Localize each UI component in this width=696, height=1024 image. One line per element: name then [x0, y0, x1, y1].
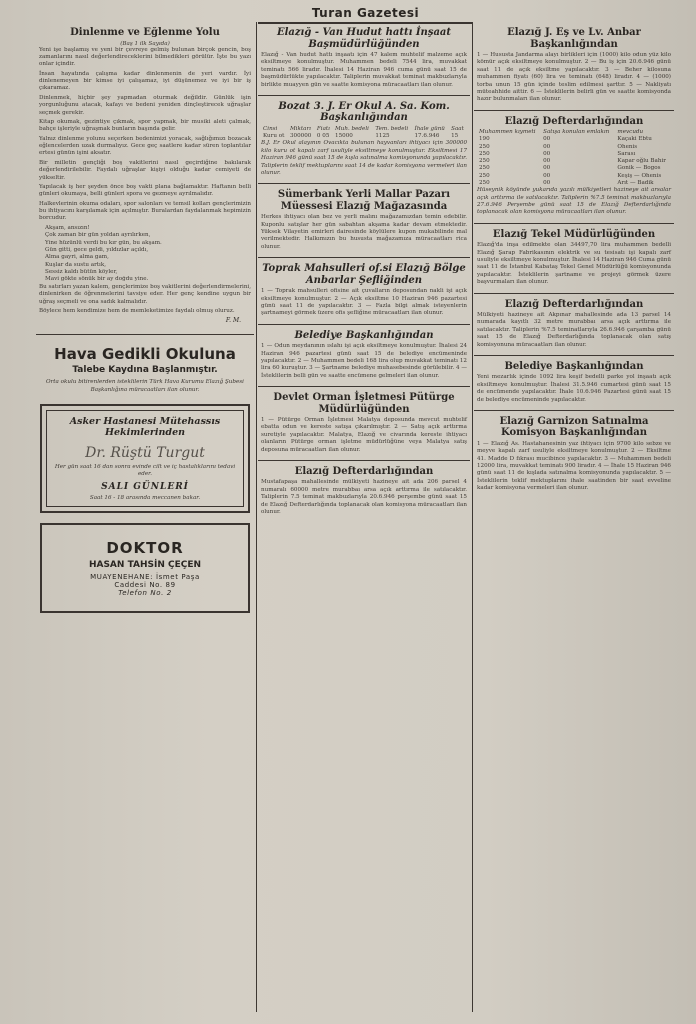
- notice-title: Elazığ - Van Hudut hattı İnşaat Başmüdürlüğünden: [276, 27, 452, 50]
- notice-bozat: [258, 96, 470, 184]
- poem-line: Gün gitti, gece geldi, yıldızlar açıldı,: [45, 246, 149, 253]
- table-row: 250 00 Keşiş — Ohenis: [479, 172, 662, 179]
- ad-subtitle: Talebe Kaydına Başlanmıştır.: [72, 365, 218, 376]
- ad-address: Caddesi No. 89: [114, 580, 176, 589]
- notice-text: 1 — Odun meydanının ıslahı işi açık eksiltmeye konulmuştur. İhalesi 24 Haziran 946 pazartesi günü saat 15 de belediye encümeninde yapılacaktır. 2 — Muhammen bedeli 168 lira olup muvakkat teminatı 12 lira 60 kuruştur. 3 — Şartname belediye muhasebesinde görülebilir. 4 — İsteklilerin belli gün ve saatte encümene gelmeleri ilan olunur.: [261, 343, 467, 379]
- poem-line: Mavi gökte sönük bir ay doğdu yine.: [45, 276, 149, 283]
- notice-text: Hüseynik köyünde yukarıda yazılı mülkiyetleri hazineye ait arsalar açık arttırma ile satılacaktır. Taliplerin %7.5 teminat makbuzlarıyla 27.6.946 Perşembe günü saat 15 de Elazığ Defterdarlığında toplanacak olan komisyona müracaatları ilan olunur.: [477, 187, 671, 216]
- notice-title: Devlet Orman İşletmesi Pütürge Müdürlüğünden: [273, 392, 455, 415]
- article-paragraph: Halkevlerinin okuma odaları, spor salonları ve temsil kolları gençlerimizin bu ihtiyacını karşılamak için açılmıştır. Buralardan faydalanmak hepimizin borcudur.: [39, 200, 251, 222]
- property-table: [477, 129, 671, 187]
- notice-text: 1 — Toprak mahsulleri ofisine ait çuvalların deposundan nakli işi açık eksiltmeye konulmuştur. 2 — Açık eksiltme 10 Haziran 946 pazartesi günü saat 11 de yapılacaktır. 3 — Fazla bilgi almak isteyenlerin şartnameyi görmek üzere ofis şefliğine müracaatları ilan olunur.: [261, 288, 467, 317]
- article-paragraph: Yeni işe başlamış ve yeni bir çevreye gelmiş bulunan birçok gencin, boş zamanlarını nasıl değerlendireceklerini bilmedikleri görülür. İşte bu yazı onlar içindir.: [39, 46, 251, 68]
- table-header: Muh. bedeli: [335, 125, 369, 132]
- table-cell: 17.6.946: [414, 133, 440, 140]
- doctor-name: Dr. Rüştü Turgut: [85, 444, 205, 461]
- masthead: Turan Gazetesi: [258, 6, 473, 24]
- notice-title: Toprak Mahsulleri of.si Elazığ Bölge Anbarlar Şefliğinden: [262, 263, 466, 286]
- table-header: Muhammen kıymeti: [479, 129, 536, 136]
- notice-belediye-2: [474, 356, 674, 411]
- notice-text: 1 — Pütürge Orman İşletmesi Malatya deposunda mevcut muhtelif ebatta odun ve kereste satışa çıkarılmıştır. 2 — Satış açık arttırma suretiyle yapılacaktır. Malatya, Elazığ ve civarında kereste ihtiyacı olanların Pütürge orman işletme müdürlüğüne veya Malatya satış deposuna müracaatları ilan olunur.: [261, 417, 467, 453]
- ad-days: SALI GÜNLERİ: [101, 481, 189, 492]
- table-row: 250 00 Ohenis: [479, 143, 638, 150]
- article-paragraph: Bu satırları yazan kalem, gençlerimize boş vakitlerini değerlendirmelerini, dinlenirken de öğrenmelerini tavsiye eder. Her genç kendine uygun bir uğraş seçmeli ve ona sadık kalmalıdır.: [39, 283, 251, 305]
- notice-van-hudut: [258, 22, 470, 96]
- notice-title: Elazığ Defterdarlığından: [504, 298, 644, 310]
- table-row: 190 00 Kaçaki Ebtu: [479, 136, 652, 143]
- column-right: [474, 22, 674, 1014]
- ad-title: Asker Hastanesi Mütehassıs Hekimlerinden: [69, 416, 221, 439]
- notice-table: [261, 126, 467, 141]
- notice-text: Mülkiyeti hazineye ait Akpınar mahallesinde ada 13 parsel 14 numarada kayıtlı 32 metre murabbaı arsa açık arttırma ile satılacaktır. Taliplerin %7.5 teminatlarıyla 26.6.946 çarşamba günü saat 15 de Elazığ Defterdarlığında toplanacak olan satış komisyonuna müracaatları ilan olunur.: [477, 312, 671, 348]
- table-header: Cinsi: [263, 125, 278, 132]
- poem-line: Çok zaman bir gün yoldan ayrılırken,: [45, 232, 151, 239]
- table-header: Saat: [451, 125, 464, 132]
- notice-text: 1 — Hususta Jandarma alayı birlikleri için (1000) kilo odun yüz kilo kömür açık eksiltmeye konulmuştur. 2 — Bu iş için 20.6.946 günü saat 11 de açık eksiltme yapılacaktır. 3 — Beher kilosuna muhammen fiyatı (60) lira ve teminatı (648) liradır. 4 — (1000) torba unun 15 gün içinde teslim edilmesi şarttır. 5 — Nakliyatı müteahhide aittir. 6 — İsteklilerin belirli gün ve saatte komisyonda hazır bulunmaları ilan olunur.: [477, 52, 671, 103]
- ad-title: DOKTOR: [106, 538, 184, 557]
- notice-title: Elazığ Garnizon Satınalma Komisyon Başkanlığından: [499, 415, 649, 439]
- doctor-name: HASAN TAHSİN ÇEÇEN: [88, 559, 202, 570]
- notice-title: Elazığ J. Eş ve Lv. Anbar Başkanlığından: [507, 27, 641, 50]
- poem-line: Sessiz kaldı bütün köyler,: [45, 269, 118, 275]
- ad-note: Saat 16 - 18 arasında meccanen bakar.: [89, 494, 201, 501]
- ad-text: Her gün saat 16 dan sonra evinde cilt ve iç hastalıklarını tedavi eder.: [54, 463, 236, 478]
- table-header: Satışa konulan emlakın: [543, 129, 610, 136]
- table-cell: 15000: [335, 133, 353, 140]
- notice-title: Elazığ Defterdarlığından: [294, 465, 434, 477]
- notice-text: Yeni mezarlık içinde 1092 lira keşif bedelli parke yol inşaatı açık eksiltmeye konulmuştur. İhalesi 31.5.946 cumartesi günü saat 15 de encümende yapılacaktır. İhale 10.6.946 Pazartesi günü saat 15 de belediye encümeninde yapılacaktır.: [477, 374, 671, 403]
- poem-line: Kuşlar da sustu artık,: [45, 261, 106, 268]
- notice-defterdarlik-2: [474, 294, 674, 356]
- section-divider: [36, 334, 254, 335]
- notice-text: Elazığ - Van hudut hattı inşaatı için 47 kalem muhtelif malzeme açık eksiltmeye konulmuştur. Muhammen bedeli 7544 lira, muvakkat teminatı 566 liradır. İhalesi 14 Haziran 946 cuma günü saat 15 de başmüdürlükte yapılacaktır. Taliplerin muvakkat teminat makbuzlarıyla birlikte muayyen gün ve saatte komisyona müracaatları ilan olunur.: [261, 52, 467, 88]
- ad-title: Hava Gedikli Okuluna: [54, 345, 236, 364]
- notice-title: Elazığ Defterdarlığından: [504, 115, 644, 127]
- notice-title: Belediye Başkanlığından: [294, 329, 434, 341]
- notice-title: Bozat 3. J. Er Okul A. Sa. Kom. Başkanlığından: [278, 100, 450, 124]
- article-paragraph: Yapılacak iş her şeyden önce boş vakti plana bağlamaktır. Haftanın belli günleri okumaya, belli günleri spora ve gezmeye ayrılmalıdır.: [39, 183, 251, 198]
- notice-defterdarlik-1: [474, 111, 674, 224]
- column-middle: [258, 22, 470, 1014]
- table-row: 250 00 Arıt — Badik: [479, 179, 654, 186]
- poem-line: Yine hüzünlü verdi bu kır gün, bu akşam.: [45, 239, 162, 246]
- notice-text: 1 — Elazığ As. Hastahanesinin yaz ihtiyacı için 9700 kilo sebze ve meyve kapalı zarf usuliyle eksiltmeye konulmuştur. 2 — Eksiltme 41. Madde D fıkrası mucibince yapılacaktır. 3 — Muhammen bedeli 12000 lira, muvakkat teminatı 900 liradır. 4 — İhale 15 Haziran 946 günü saat 11 de kışlada satınalma komisyonunda yapılacaktır. 5 — İsteklilerin teklif mektuplarını ihale saatinden bir saat evveline kadar komisyona vermeleri ilan olunur.: [477, 440, 671, 492]
- ad-hava-gedikli: [36, 345, 254, 394]
- table-header: İhale günü: [414, 125, 445, 132]
- notice-toprak: [258, 258, 470, 325]
- notice-belediye: [258, 325, 470, 387]
- column-rule: [472, 22, 473, 1012]
- article-paragraph: Kitap okumak, gezintiye çıkmak, spor yapmak, bir musiki aleti çalmak, bahçe işleriyle uğraşmak bunların başında gelir.: [39, 118, 251, 133]
- poem: [39, 225, 251, 284]
- article-paragraph: Dinlenmek, hiçbir şey yapmadan oturmak değildir. Günlük işin yorgunluğunu atacak, kafayı ve bedeni yeniden dinçleştirecek uğraşlar seçmek gerekir.: [39, 94, 251, 116]
- notice-text: B.J. Er Okul alayının Ovacıkta bulunan hayvanları ihtiyacı için 300000 kilo kuru ot kapalı zarf usuliyle eksiltmeye konulmuştur. Eksiltmesi 17 Haziran 946 günü saat 15 de kışla satınalma komisyonunda yapılacaktır. Taliplerin teklif mektuplarını saat 14 de kadar komisyona vermeleri ilan olunur.: [261, 140, 467, 176]
- table-cell: 15: [451, 133, 459, 140]
- ad-doctor-hasan: [40, 523, 250, 613]
- ad-address: MUAYENEHANE: İsmet Paşa: [90, 572, 200, 581]
- notice-garnizon: [474, 411, 674, 499]
- table-row: 250 00 Kapar oğlu Bahir: [479, 158, 666, 165]
- article-paragraph: Böylece hem kendimize hem de memleketimize faydalı olmuş oluruz.: [39, 307, 235, 314]
- article-dinlenme: [36, 22, 254, 328]
- table-cell: 300000: [289, 133, 312, 140]
- column-left: [36, 22, 254, 1014]
- signature: F. M.: [225, 317, 241, 325]
- article-title: Dinlenme ve Eğlenme Yolu: [70, 27, 220, 38]
- table-row: 250 00 Gonik — Bogos: [479, 165, 661, 172]
- notice-tekel: [474, 224, 674, 294]
- article-paragraph: İnsan hayatında çalışma kadar dinlenmenin de yeri vardır. İyi dinlenemeyen bir kimse iyi çalışamaz, iyi düşünemez ve iyi bir iş çıkaramaz.: [39, 70, 251, 92]
- table-header: mevcudu: [617, 129, 644, 136]
- column-rule: [256, 22, 257, 1012]
- notice-text: Herkes ihtiyacı olan bez ve yerli malını mağazamızdan temin edebilir. Kuponlu satışlar her gün sabahtan akşama kadar devam etmektedir. Yüksek Vilayetin emirleri dairesinde köylülere kupon mukabilinde mal verilmektedir. Halkımızın bu hususta mağazamıza müracaatları rica olunur.: [261, 214, 467, 250]
- article-paragraph: Bir milletin gençliği boş vakitlerini nasıl geçirdiğine bakılarak değerlendirilebilir. Faydalı uğraşlar kişiyi olduğu kadar cemiyeti de yükseltir.: [39, 159, 251, 181]
- notice-text: Mustafapaşa mahallesinde mülkiyeti hazineye ait ada 206 parsel 4 numaralı 60000 metre murabbaı arsa açık arttırma ile satılacaktır. Taliplerin 7.5 teminat makbuzlarıyla 20.6.946 perşembe günü saat 15 de Elazığ Defterdarlığında toplanacak olan komisyona müracaatları ilan olunur.: [261, 479, 467, 515]
- table-cell: 1125: [375, 133, 390, 140]
- table-header: Fiatı: [316, 125, 330, 132]
- notice-title: Sümerbank Yerli Mallar Pazarı Müessesi Elazığ Mağazasında: [277, 189, 451, 212]
- notice-text: Elazığ'da inşa edilmekte olan 34497,70 lira muhammen bedelli Elazığ Şarap Fabrikasının elektrik ve su tesisatı işi kapalı zarf usuliyle eksiltmeye konulmuştur. İhalesi 14 Haziran 946 Cuma günü saat 11 de İstanbul Kabataş Tekel Genel Müdürlüğü komisyonunda yapılacaktır. İsteklilerin şartname ve projeyi görmek üzere başvurmaları ilan olunur.: [477, 242, 672, 286]
- article-paragraph: Yalnız dinlenme yolunu seçerken bedenimizi yoracak, sağlığımızı bozacak eğlencelerden uzak durmalıyız. Gece geç saatlere kadar süren toplantılar ertesi günün işini aksatır.: [39, 135, 251, 157]
- ad-phone: Telefon No. 2: [118, 588, 172, 597]
- ad-doctor-rustu: [40, 404, 250, 513]
- notice-orman: [258, 387, 470, 461]
- notice-sumerbank: [258, 184, 470, 258]
- poem-line: Akşam, ansızın!: [45, 224, 90, 231]
- table-cell: Kuru ot: [263, 133, 285, 140]
- notice-title: Belediye Başkanlığından: [504, 360, 644, 372]
- poem-line: Alma gayri, alma gam,: [45, 254, 109, 261]
- notice-title: Elazığ Tekel Müdürlüğünden: [492, 228, 656, 240]
- notice-anbar: [474, 22, 674, 111]
- table-header: Tem. bedeli: [375, 125, 409, 132]
- notice-defterdarlik: [258, 461, 470, 522]
- ad-text: Orta okulu bitirenlerden isteklilerin Türk Hava Kurumu Elazığ Şubesi Başkanlığına müracaatları ilan olunur.: [46, 379, 244, 393]
- article-byline: (Baş 1 ilk Sayıda): [120, 40, 170, 47]
- table-row: 250 00 Sarası: [479, 150, 636, 157]
- table-cell: 0 05: [316, 133, 330, 140]
- table-header: Miktarı: [289, 125, 311, 132]
